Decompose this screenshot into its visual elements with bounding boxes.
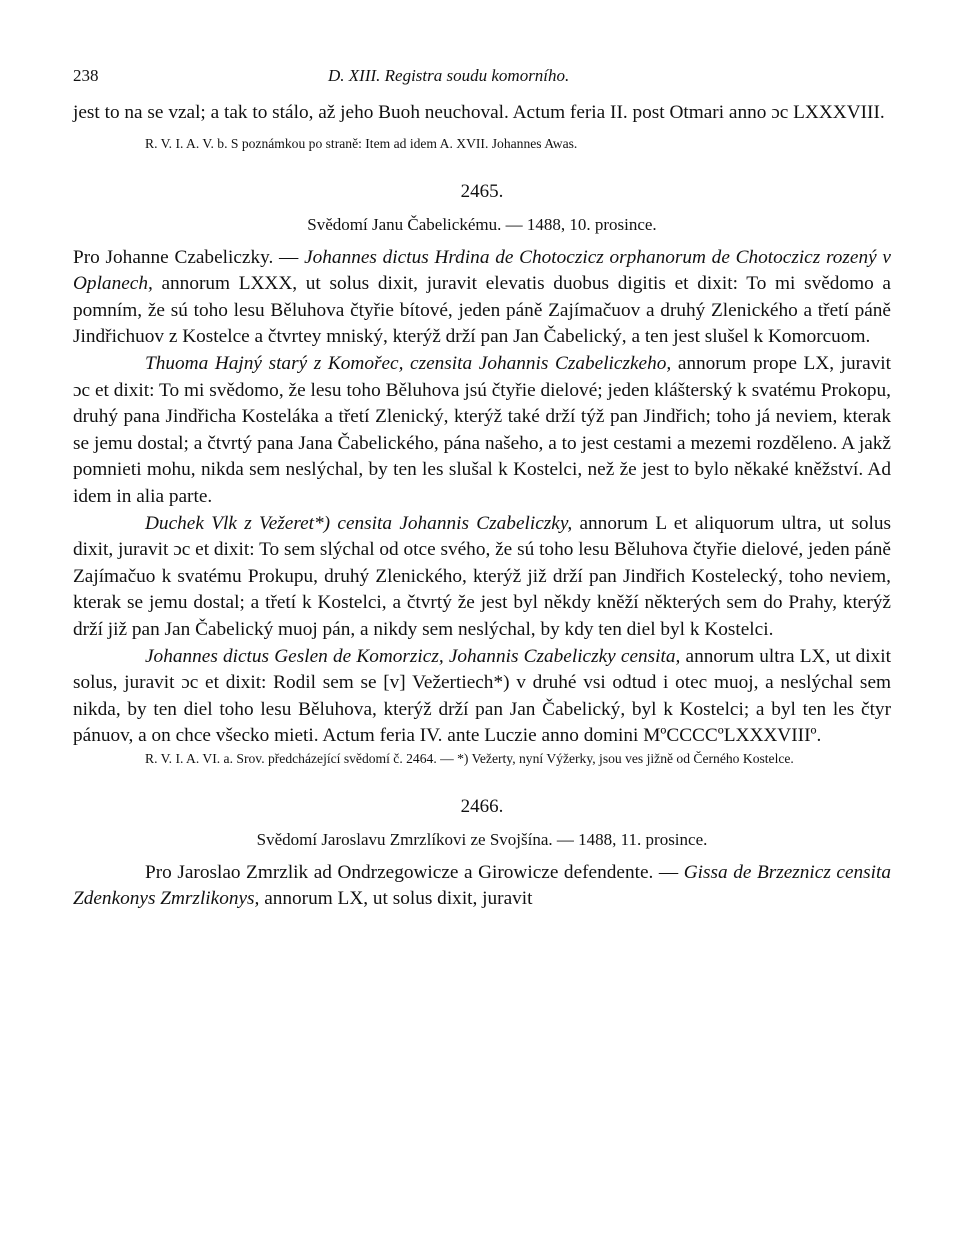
running-title: D. XIII. Registra soudu komorního. — [328, 66, 570, 85]
document-page — [73, 66, 891, 913]
testimony-paragraph — [73, 245, 891, 351]
witness-name: Thuoma Hajný starý z Komořec, czensita Johannis Czabeliczkeho, — [145, 352, 672, 374]
paragraph-text: annorum LXXX, ut solus dixit, juravit elevatis duobus digitis et dixit: To mi svědomo a pomním, že sú toho lesu Běluhova čtyřie bítové, jeden páně Zajímačuov a druhý Zlenického a třetí páně Jindřichuov z Kostelce a čtvrtey mniský, kterýž drží pan Jan Čabelický, a ten jest slušel k Komorcuom. — [73, 273, 891, 348]
witness-name: Johannes dictus Geslen de Komorzicz, Johannis Czabeliczky censita, — [145, 645, 681, 667]
intro-source-note: R. V. I. A. V. b. S poznámkou po straně: Item ad idem A. XVII. Johannes Awas. — [145, 135, 578, 151]
paragraph-text: annorum LX, ut solus dixit, juravit — [259, 888, 533, 910]
document-number-2465: 2465. — [460, 180, 504, 202]
witness-name: Duchek Vlk z Vežeret*) censita Johannis Czabeliczky, — [145, 512, 573, 534]
intro-paragraph: jest to na se vzal; a tak to stálo, až jeho Buoh neuchoval. Actum feria II. post Otmari anno ɔc LXXXVIII. — [73, 102, 885, 123]
paragraph-text: annorum prope LX, juravit ɔc et dixit: To mi svědomo, že lesu toho Běluhova jsú čtyřie dielové; jeden klášterský k svatému Prokopu, druhý pana Jindřicha Kosteláka a třetí Zlenický, kterýž také drží týž pan Jindřich; toho já neviem, kterak se jemu dostal; a čtvrtý pana Jana Čabelického, pána našeho, a to jest cestami a mezemi rozděleno. A jakž pomnieti mohu, nikda sem neslýchal, by ten les slušal k Kostelci, než že jest to bylo někaké kněžství. Ad idem in alia parte. — [73, 352, 891, 507]
page-number: 238 — [73, 66, 99, 85]
witness-name: Gissa de Brzeznicz censita Zdenkonys Zmrzlikonys, — [73, 861, 892, 910]
witness-name: Johannes dictus Hrdina de Chotoczicz orphanorum de Chotoczicz rozený v Oplanech, — [73, 246, 891, 295]
testimony-paragraph — [73, 511, 891, 644]
testimony-paragraph — [73, 351, 891, 511]
running-head — [73, 66, 891, 92]
paragraph-lead: Pro Johanne Czabeliczky. — — [73, 246, 305, 268]
paragraph-text: annorum ultra LX, ut dixit solus, juravit ɔc et dixit: Rodil sem se [v] Vežertiech*) v druhé vsi odtud i otec muoj, a neslýchal sem nikda, by ten diel toho lesu Běluhova, kterýž drží pan Jan Čabelický, byl k Kostelci; a byl ten les čtyr pánuov, a on chce všecko mieti. Actum feria IV. ante Luczie anno domini MºCCCCºLXXXVIIIº. — [73, 645, 891, 747]
source-note-2465: R. V. I. A. VI. a. Srov. předcházející svědomí č. 2464. — *) Vežerty, nyní Výžerky, jsou ves jižně od Černého Kostelce. — [145, 750, 794, 766]
document-title-2466: Svědomí Jaroslavu Zmrzlíkovi ze Svojšína. — 1488, 11. prosince. — [256, 829, 708, 849]
paragraph-text: annorum L et aliquorum ultra, ut solus dixit, juravit ɔc et dixit: To sem slýchal od otce svého, že sú toho lesu Běluhova čtyřie dielové, jeden páně Zajímačuo k svatému Prokupu, druhý Zlenického, kterýž již drží pan Jindřich Kostelecký, toho neviem, kterak se jemu dostal; a třetí k Kostelci, a čtvrtý že jest byl někdy kněží některých sem do Prahy, kterýž drží již pan Jan Čabelický muoj pán, a nikdy sem neslýchal, by kdy ten diel byl k Kostelci. — [73, 512, 892, 640]
paragraph-lead: Pro Jaroslao Zmrzlik ad Ondrzegowicze a Girowicze defendente. — — [145, 861, 684, 883]
testimony-paragraph — [73, 644, 891, 750]
document-number-2466: 2466. — [460, 795, 504, 817]
testimony-paragraph — [73, 860, 891, 913]
document-title-2465: Svědomí Janu Čabelickému. — 1488, 10. prosince. — [307, 214, 657, 234]
